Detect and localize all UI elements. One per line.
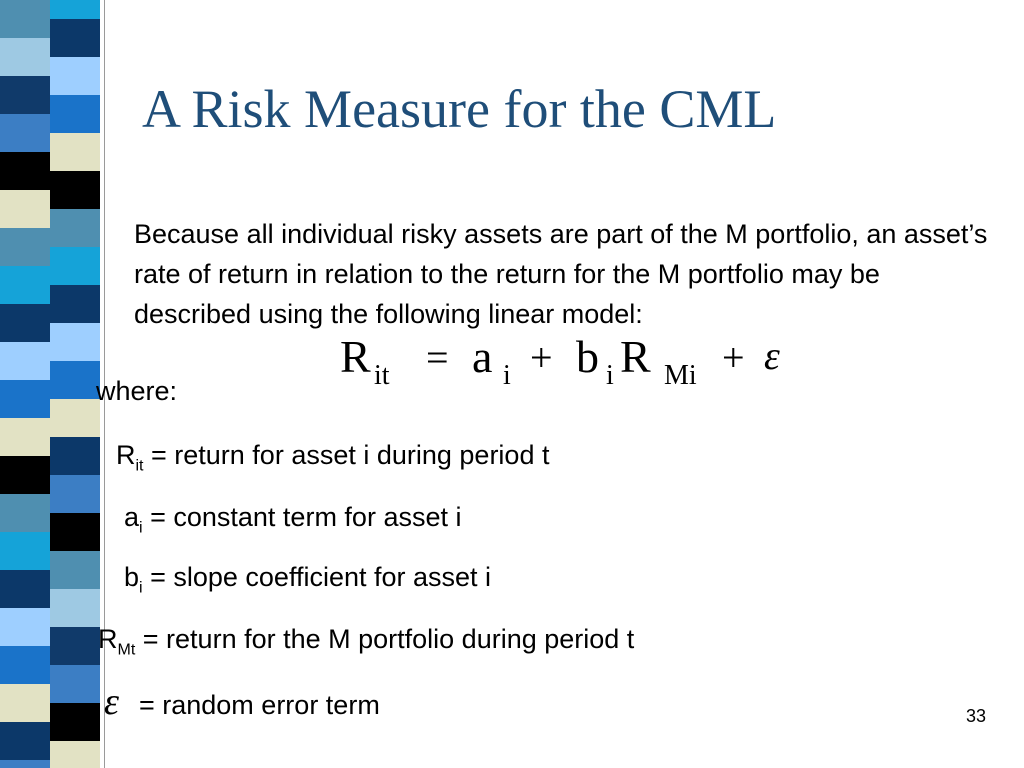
def-subscript: it [135, 457, 144, 475]
stripe-block [50, 95, 100, 133]
eq-r: R [340, 331, 371, 382]
def-text: = random error term [138, 690, 380, 720]
stripe-block [0, 684, 50, 722]
stripe-block [0, 760, 50, 768]
stripe-block [50, 475, 100, 513]
def-subscript: i [139, 579, 143, 597]
def-symbol: b [124, 562, 140, 592]
eq-rm-sub: Mi [664, 360, 697, 391]
stripe-block [0, 418, 50, 456]
stripe-block [50, 57, 100, 95]
stripe-block [0, 494, 50, 532]
stripe-block [0, 38, 50, 76]
intro-paragraph: Because all individual risky assets are part of the M portfolio, an asset’s rate of return in relation to the return for the M portfolio may be described using the following linear model: [134, 219, 988, 329]
def-text: = constant term for asset i [142, 502, 462, 532]
stripe-block [0, 456, 50, 494]
stripe-block [0, 266, 50, 304]
def-symbol: R [116, 440, 136, 470]
where-label: where: [96, 376, 178, 406]
stripe-block [50, 703, 100, 741]
stripe-block [0, 0, 50, 38]
stripe-block [0, 380, 50, 418]
definition-item [98, 624, 634, 659]
linear-model-equation [340, 330, 810, 396]
stripe-block [50, 133, 100, 171]
stripe-block [50, 247, 100, 285]
page-number: 33 [966, 706, 987, 726]
stripe-block [0, 646, 50, 684]
eq-equals: = [426, 335, 449, 380]
def-symbol-epsilon: ε [104, 681, 119, 723]
stripe-block [50, 19, 100, 57]
stripe-block [0, 608, 50, 646]
stripe-block [0, 532, 50, 570]
def-subscript: i [139, 519, 143, 537]
eq-plus-2: + [722, 335, 745, 380]
stripe-block [0, 342, 50, 380]
def-text: = return for the M portfolio during period t [135, 624, 635, 654]
stripe-block [50, 741, 100, 768]
eq-a-sub: i [503, 360, 511, 391]
decorative-stripe [0, 0, 100, 768]
stripe-block [50, 551, 100, 589]
def-subscript: Mt [117, 641, 136, 659]
def-symbol: a [124, 502, 140, 532]
definition-item [124, 502, 461, 537]
eq-b-sub: i [606, 360, 614, 391]
stripe-block [50, 399, 100, 437]
stripe-block [0, 152, 50, 190]
eq-plus: + [530, 335, 553, 380]
definition-item [116, 440, 549, 475]
stripe-block [50, 589, 100, 627]
eq-rm: R [620, 331, 651, 382]
stripe-block [50, 323, 100, 361]
def-symbol: R [98, 624, 118, 654]
stripe-block [0, 570, 50, 608]
stripe-block [0, 228, 50, 266]
stripe-block [0, 722, 50, 760]
stripe-block [50, 627, 100, 665]
stripe-block [50, 209, 100, 247]
eq-r-sub: it [374, 360, 390, 391]
stripe-block [50, 285, 100, 323]
eq-epsilon: ε [764, 333, 780, 378]
stripe-block [50, 361, 100, 399]
def-text: = slope coefficient for asset i [142, 562, 492, 592]
definition-item [104, 680, 380, 724]
stripe-block [50, 0, 100, 19]
def-text: = return for asset i during period t [143, 440, 550, 470]
eq-b: b [576, 331, 599, 382]
stripe-block [50, 437, 100, 475]
stripe-block [0, 304, 50, 342]
stripe-block [50, 665, 100, 703]
stripe-block [0, 190, 50, 228]
stripe-block [50, 513, 100, 551]
stripe-block [50, 171, 100, 209]
definition-item [124, 562, 491, 597]
stripe-block [0, 76, 50, 114]
stripe-block [0, 114, 50, 152]
slide-title: A Risk Measure for the CML [142, 79, 777, 139]
eq-a: a [472, 331, 493, 382]
